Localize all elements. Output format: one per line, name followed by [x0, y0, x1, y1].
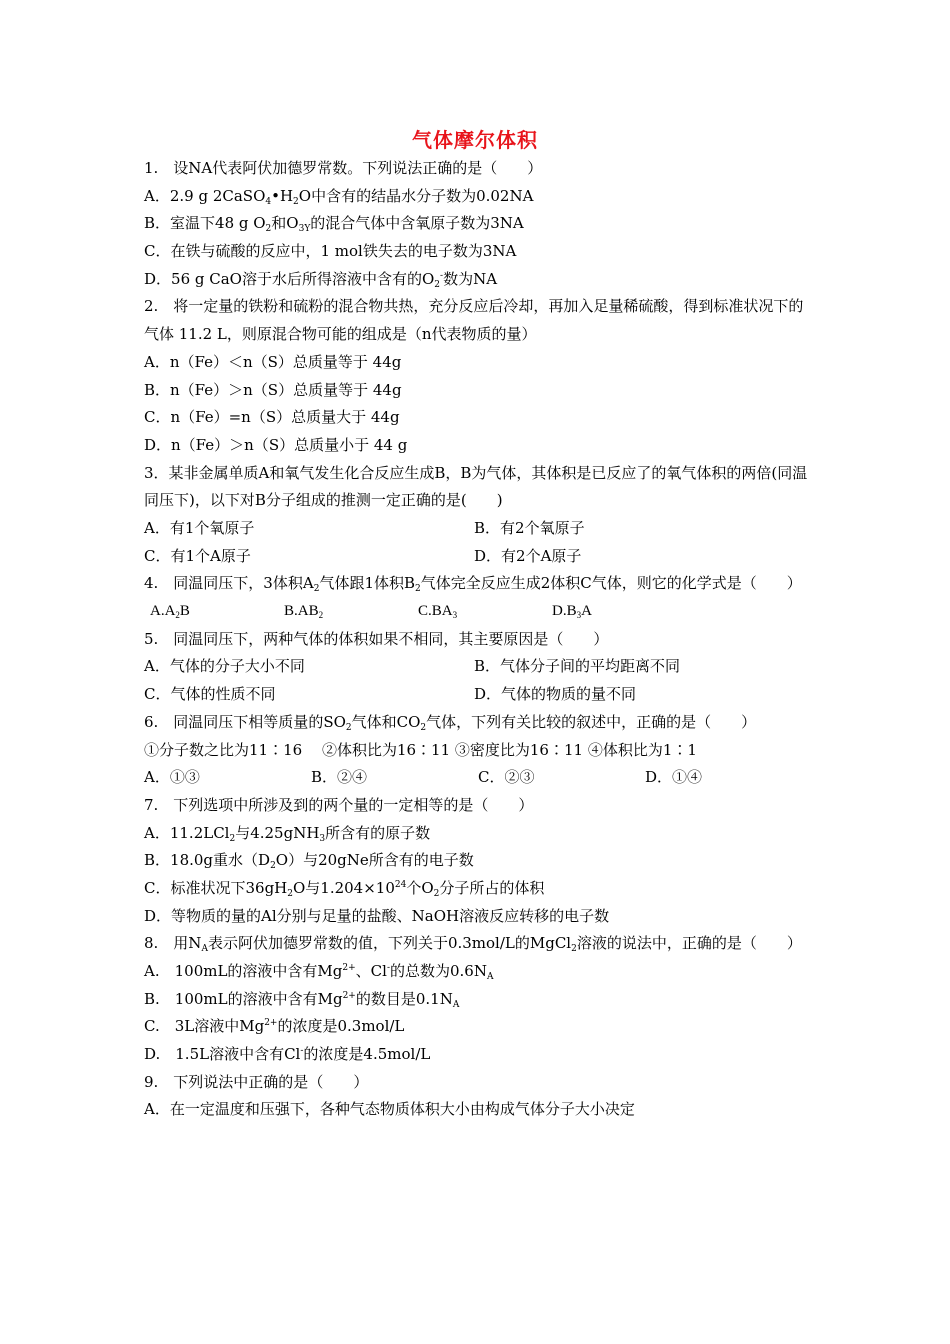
- question-8-option-b: B. 100mL的溶液中含有$Mg^{2+}$的数目是$0.1N_A$: [144, 989, 460, 1010]
- question-3-option-c: C．有1个A原子: [144, 546, 251, 565]
- question-2-option-b: B．n（Fe）＞n（S）总质量等于 44g: [144, 380, 402, 399]
- question-5-stem: 5. 同温同压下，两种气体的体积如果不相同，其主要原因是（ ）: [144, 629, 609, 648]
- question-5-option-a: A．气体的分子大小不同: [144, 657, 305, 676]
- question-5-option-b: B．气体分子间的平均距离不同: [474, 657, 681, 676]
- question-5-option-c: C．气体的性质不同: [144, 685, 276, 704]
- question-9-option-a: A．在一定温度和压强下，各种气态物质体积大小由构成气体分子大小决定: [144, 1100, 635, 1119]
- question-4-option-c: $C.BA_3$: [418, 603, 458, 621]
- question-6-option-a: A．①③: [144, 768, 200, 787]
- question-8-option-a: A. 100mL的溶液中含有$Mg^{2+}$、Cl-的总数为$0.6N_A$: [144, 962, 494, 983]
- question-4-option-d: $D.B_3A$: [552, 603, 592, 621]
- question-7-stem: 7. 下列选项中所涉及到的两个量的一定相等的是（ ）: [144, 795, 534, 814]
- question-3-option-d: D．有2个A原子: [474, 546, 582, 565]
- question-3-stem: 3．某非金属单质A和氧气发生化合反应生成B，B为气体，其体积是已反应了的氧气体积的两倍(同温同压下)，以下对B分子组成的推测一定正确的是( ): [144, 463, 808, 510]
- question-6-option-c: C．②③: [478, 768, 535, 787]
- question-7-option-b: B．18.0g重水$(D_2O)$与20gNe所含有的电子数: [144, 851, 474, 872]
- question-8-stem: 8. 用$N_A$表示阿伏加德罗常数的值，下列关于0.3mol/L的MgCl$_2$溶液的说法中，正确的是（ ）: [144, 934, 802, 955]
- question-1-option-d: D．56 g CaO溶于水后所得溶液中含有的$O_2^-$数为NA: [144, 269, 498, 290]
- question-3-options-row-2: [144, 543, 814, 571]
- question-3-options-row-1: [144, 515, 814, 543]
- question-1-option-b: B．室温下48 g $O_2$和$O_{3Y}$的混合气体中含氧原子数为3NA: [144, 214, 524, 235]
- question-7-option-c: C．标准状况下$36gH_2O$与$1.204\times 10^{24}$个$O_2$分子所占的体积: [144, 878, 545, 899]
- question-7-option-d: D．等物质的量的Al分别与足量的盐酸、NaOH溶液反应转移的电子数: [144, 906, 610, 925]
- question-4-option-a: $A.A_2B$: [150, 603, 190, 621]
- question-1-option-c: C．在铁与硫酸的反应中，1 mol铁失去的电子数为3NA: [144, 242, 517, 261]
- page-title: 气体摩尔体积: [412, 128, 538, 152]
- question-4-stem: 4. 同温同压下，3体积$A_2$气体跟1体积$B_2$气体完全反应生成2体积C气体，则它的化学式是（ ）: [144, 574, 802, 595]
- question-3-option-a: A．有1个氧原子: [144, 519, 255, 537]
- question-5-option-d: D．气体的物质的量不同: [474, 685, 637, 704]
- question-5-options-row-2: [144, 681, 814, 709]
- question-6-statements: ①分子数之比为11∶16 ②体积比为16∶11 ③密度比为16∶11 ④体积比为1∶1: [144, 740, 697, 759]
- question-4-option-b: $B.AB_2$: [284, 603, 324, 621]
- question-2-option-a: A．n（Fe）＜n（S）总质量等于 44g: [144, 352, 402, 371]
- question-list: [144, 155, 814, 1124]
- question-3-option-b: B．有2个氧原子: [474, 519, 585, 537]
- question-1-stem: 1. 设NA代表阿伏加德罗常数。下列说法正确的是（ ）: [144, 159, 543, 177]
- question-6-options: [144, 764, 814, 792]
- question-9-stem: 9. 下列说法中正确的是（ ）: [144, 1072, 369, 1091]
- question-8-option-c: C. 3L溶液中$Mg^{2+}$的浓度是0.3mol/L: [144, 1017, 405, 1036]
- question-2-option-c: C．n（Fe）=n（S）总质量大于 44g: [144, 408, 400, 427]
- question-6-stem: 6. 同温同压下相等质量的$SO_2$气体和$CO_2$气体，下列有关比较的叙述中，正确的是（ ）: [144, 712, 757, 733]
- question-8-option-d: D. 1.5L溶液中含有Cl-的浓度是4.5mol/L: [144, 1045, 431, 1064]
- question-4-options: [144, 598, 814, 626]
- question-5-options-row-1: [144, 653, 814, 681]
- question-2-stem: 2. 将一定量的铁粉和硫粉的混合物共热，充分反应后冷却，再加入足量稀硫酸，得到标准状况下的气体 11.2 L，则原混合物可能的组成是（n代表物质的量）: [144, 297, 804, 344]
- question-1-option-a: A．2.9 g $2CaSO_4•H_2O$中含有的结晶水分子数为0.02NA: [144, 186, 534, 207]
- question-7-option-a: A．11.2LCl$_2$与4.25gNH$_3$所含有的原子数: [144, 823, 431, 844]
- question-6-option-d: D．①④: [645, 768, 703, 787]
- question-2-option-d: D．n（Fe）＞n（S）总质量小于 44 g: [144, 435, 408, 454]
- question-6-option-b: B．②④: [311, 768, 368, 787]
